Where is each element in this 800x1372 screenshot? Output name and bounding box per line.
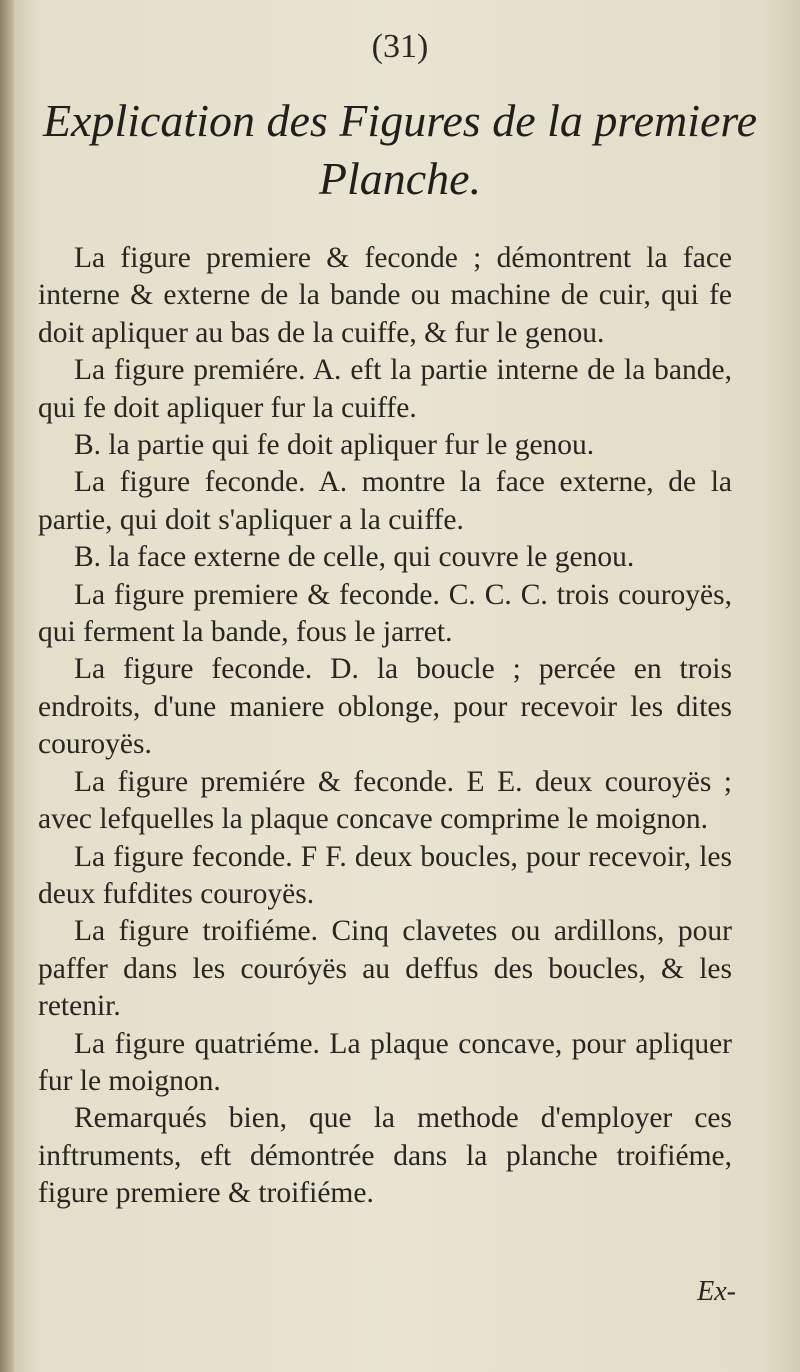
book-spine-shadow [0, 0, 14, 1372]
paragraph: La figure premiere & feconde ; démontrent la face interne & externe de la bande ou machine de cuir, qui fe doit apliquer au bas de la cuiffe, & fur le genou. [38, 242, 732, 349]
page-title [30, 92, 770, 208]
page-number: (31) [371, 28, 429, 65]
title-line-1: Explication des Figures de la premiere [42, 95, 758, 146]
paragraph: La figure feconde. A. montre la face externe, de la partie, qui doit s'apliquer a la cuiffe. [38, 466, 732, 536]
paragraph: La figure premiere & feconde. C. C. C. trois couroyës, qui ferment la bande, fous le jarret. [38, 578, 732, 649]
paragraph: La figure troifiéme. Cinq clavetes ou ardillons, pour paffer dans les couróyës au deffus des boucles, & les retenir. [38, 915, 732, 1023]
paragraph: La figure feconde. F F. deux boucles, pour recevoir, les deux fufdites couroyës. [38, 840, 732, 910]
paragraph: La figure premiére & feconde. E E. deux couroyës ; avec lefquelles la plaque concave comprime le moignon. [38, 765, 732, 836]
paragraph: Remarqués bien, que la methode d'employer ces inftruments, eft démontrée dans la planche troifiéme, figure premiere & troifiéme. [38, 1102, 732, 1210]
title-line-2: Planche. [318, 153, 482, 204]
catchword: Ex- [697, 1276, 736, 1307]
paragraph: La figure feconde. D. la boucle ; percée en trois endroits, d'une maniere oblonge, pour recevoir les dites couroyës. [38, 653, 732, 761]
paragraph: B. la face externe de celle, qui couvre le genou. [74, 541, 635, 574]
paragraph: B. la partie qui fe doit apliquer fur le genou. [74, 429, 595, 462]
paragraph: La figure premiére. A. eft la partie interne de la bande, qui fe doit apliquer fur la cuiffe. [38, 354, 732, 424]
body-text [38, 240, 732, 1213]
paragraph: La figure quatriéme. La plaque concave, pour apliquer fur le moignon. [38, 1027, 732, 1097]
